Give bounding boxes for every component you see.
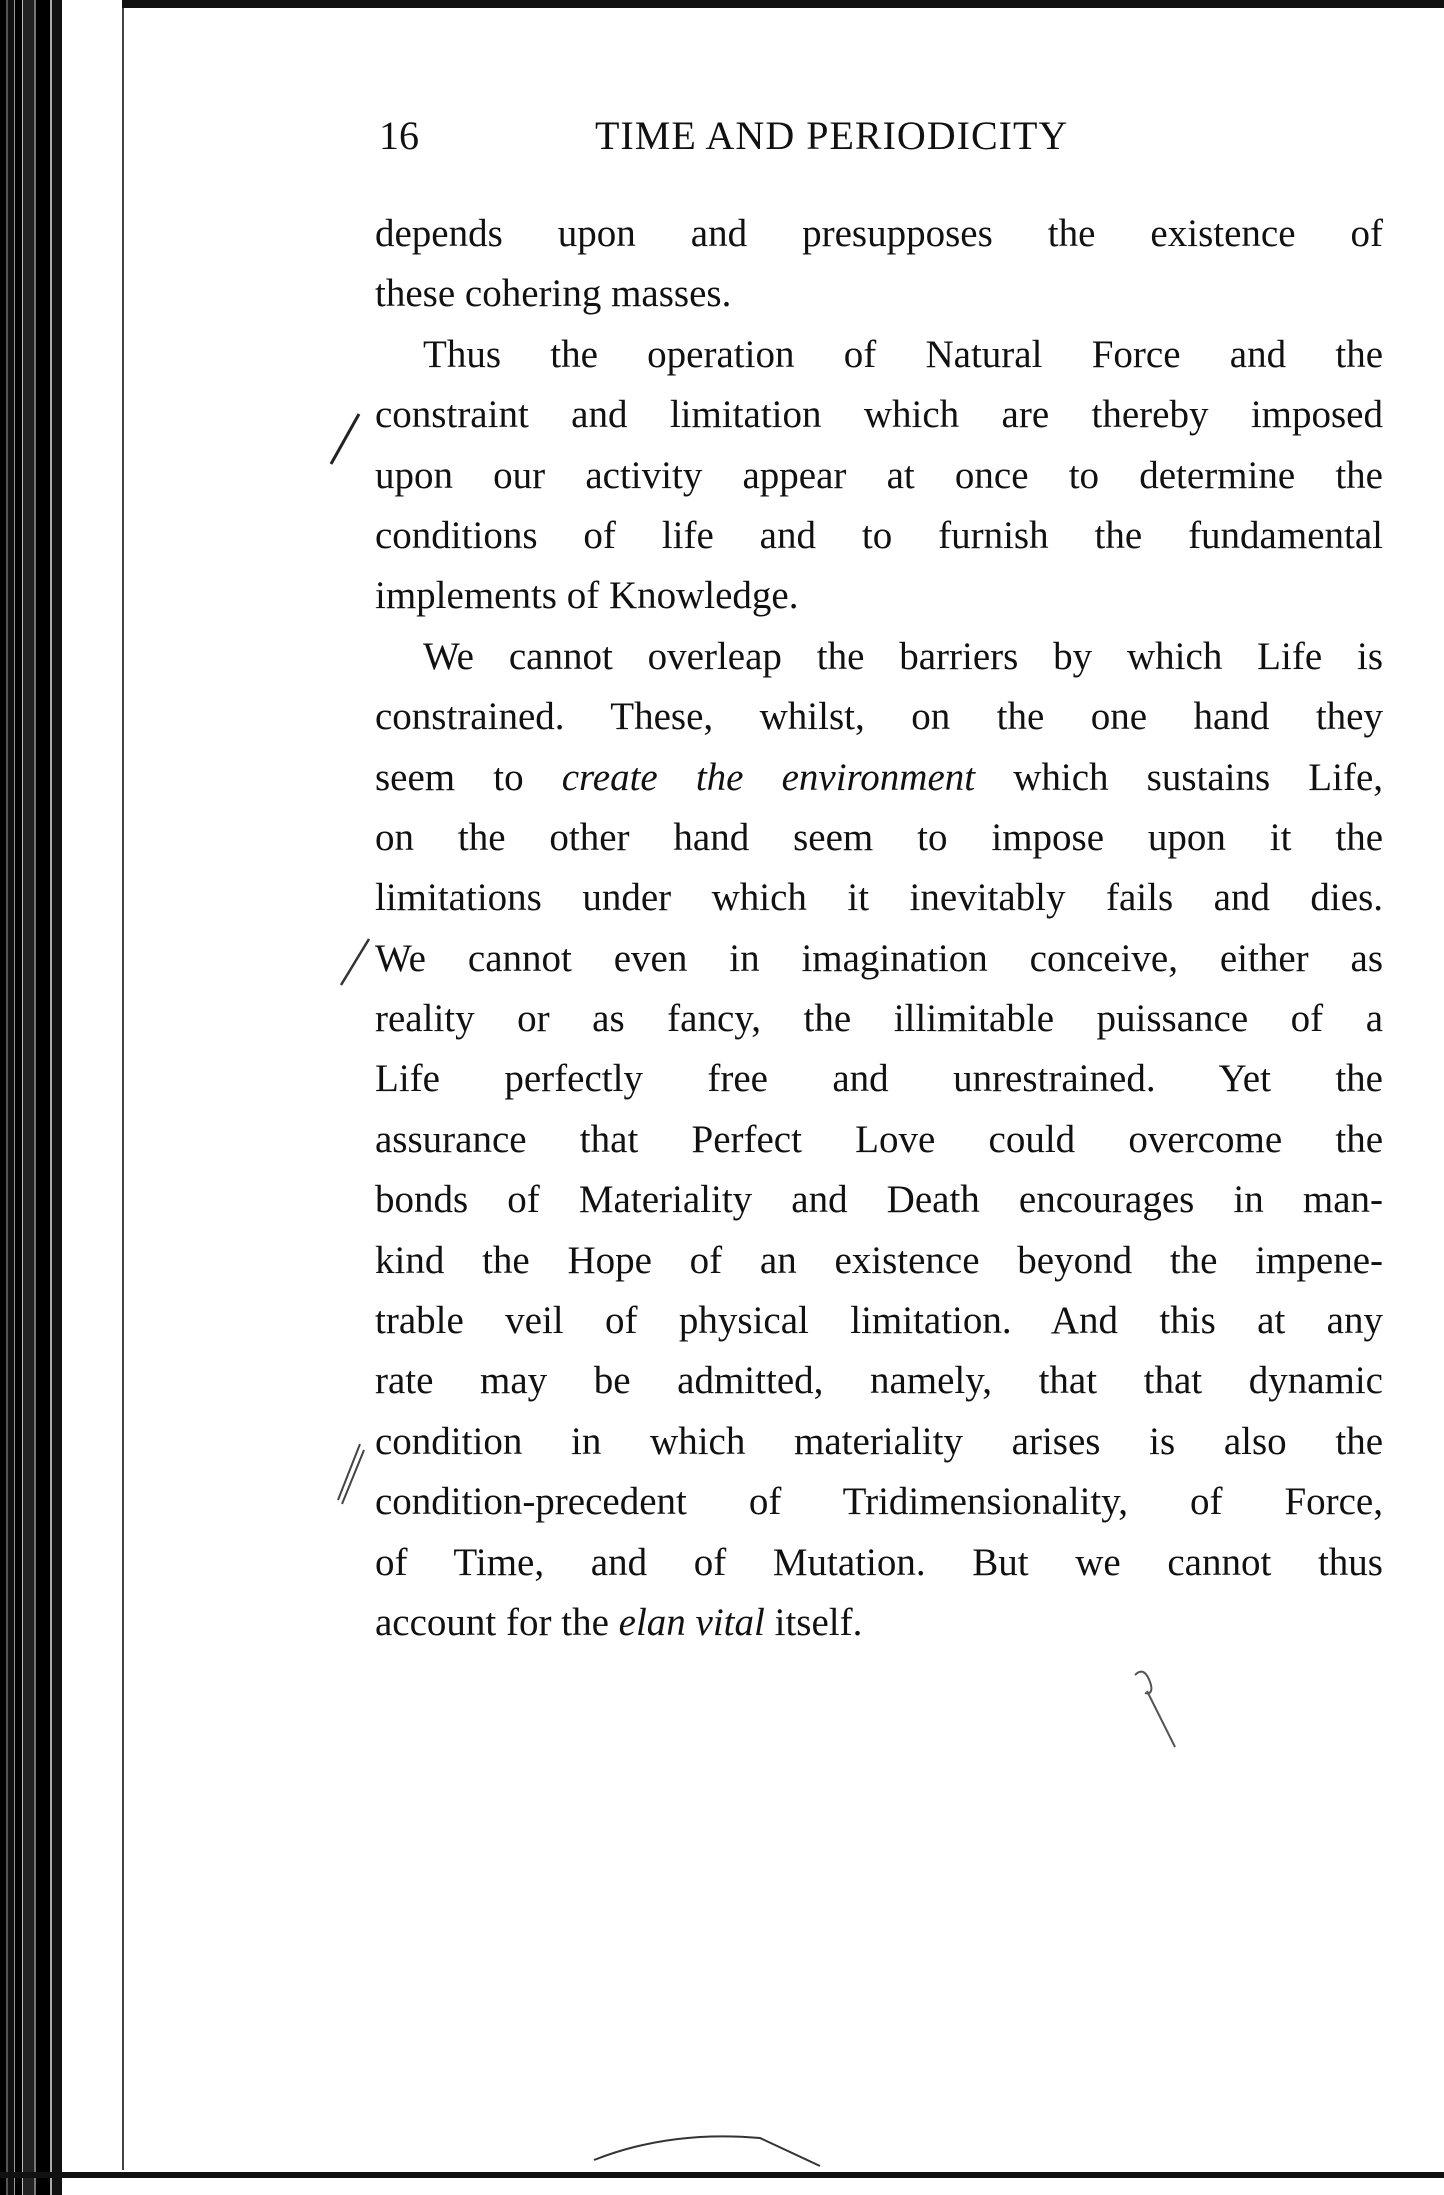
bottom-border [0, 2172, 1444, 2178]
text-line: these cohering masses. [375, 272, 732, 316]
text-line: trable veil of physical limitation. And this at any [375, 1299, 1383, 1343]
pencil-squiggle [1125, 1665, 1185, 1755]
text-line: conditions of life and to furnish the fundamental [375, 513, 1383, 557]
running-header [375, 112, 1383, 162]
text-line: condition in which materiality arises is also the [375, 1419, 1383, 1463]
page-number: 16 [379, 113, 419, 158]
text-line: constrained. These, whilst, on the one hand they [375, 695, 1383, 739]
body-text [375, 204, 1383, 1653]
top-border [122, 0, 1444, 8]
italic-phrase: create the environment [561, 755, 976, 799]
text-line: kind the Hope of an existence beyond the impene- [375, 1238, 1383, 1282]
text-line: Thus the operation of Natural Force and the [423, 332, 1383, 376]
pencil-mark [330, 1440, 370, 1510]
pencil-mark [325, 410, 365, 470]
text-line: We cannot even in imagination conceive, either as [375, 936, 1383, 980]
text-line: depends upon and presupposes the existence of [375, 212, 1383, 255]
text-line: reality or as fancy, the illimitable puissance of a [375, 997, 1383, 1041]
pencil-stroke [590, 2120, 830, 2170]
pencil-mark [335, 935, 375, 995]
text-line: limitations under which it inevitably fails and dies. [375, 876, 1383, 920]
text-line: on the other hand seem to impose upon it the [375, 815, 1383, 859]
italic-phrase: elan vital [618, 1600, 765, 1644]
text-line: seem to create the environment which sustains Life, [375, 755, 1384, 799]
text-line: condition-precedent of Tridimensionality, of Force, [375, 1480, 1383, 1524]
text-line: implements of Knowledge. [375, 574, 799, 618]
text-line: We cannot overleap the barriers by which Life is [423, 634, 1383, 678]
text-line: upon our activity appear at once to determine the [375, 453, 1383, 497]
book-binding [0, 0, 62, 2195]
text-line: constraint and limitation which are thereby imposed [375, 393, 1383, 437]
page-edge [122, 0, 124, 2170]
text-line: bonds of Materiality and Death encourages in man- [375, 1178, 1383, 1222]
text-line: of Time, and of Mutation. But we cannot thus [375, 1540, 1383, 1584]
text-line: account for the elan vital itself. [375, 1600, 863, 1644]
text-line: assurance that Perfect Love could overcome the [375, 1117, 1383, 1161]
running-title: TIME AND PERIODICITY [595, 113, 1069, 158]
text-line: rate may be admitted, namely, that that dynamic [375, 1359, 1383, 1403]
text-line: Life perfectly free and unrestrained. Yet the [375, 1057, 1383, 1101]
